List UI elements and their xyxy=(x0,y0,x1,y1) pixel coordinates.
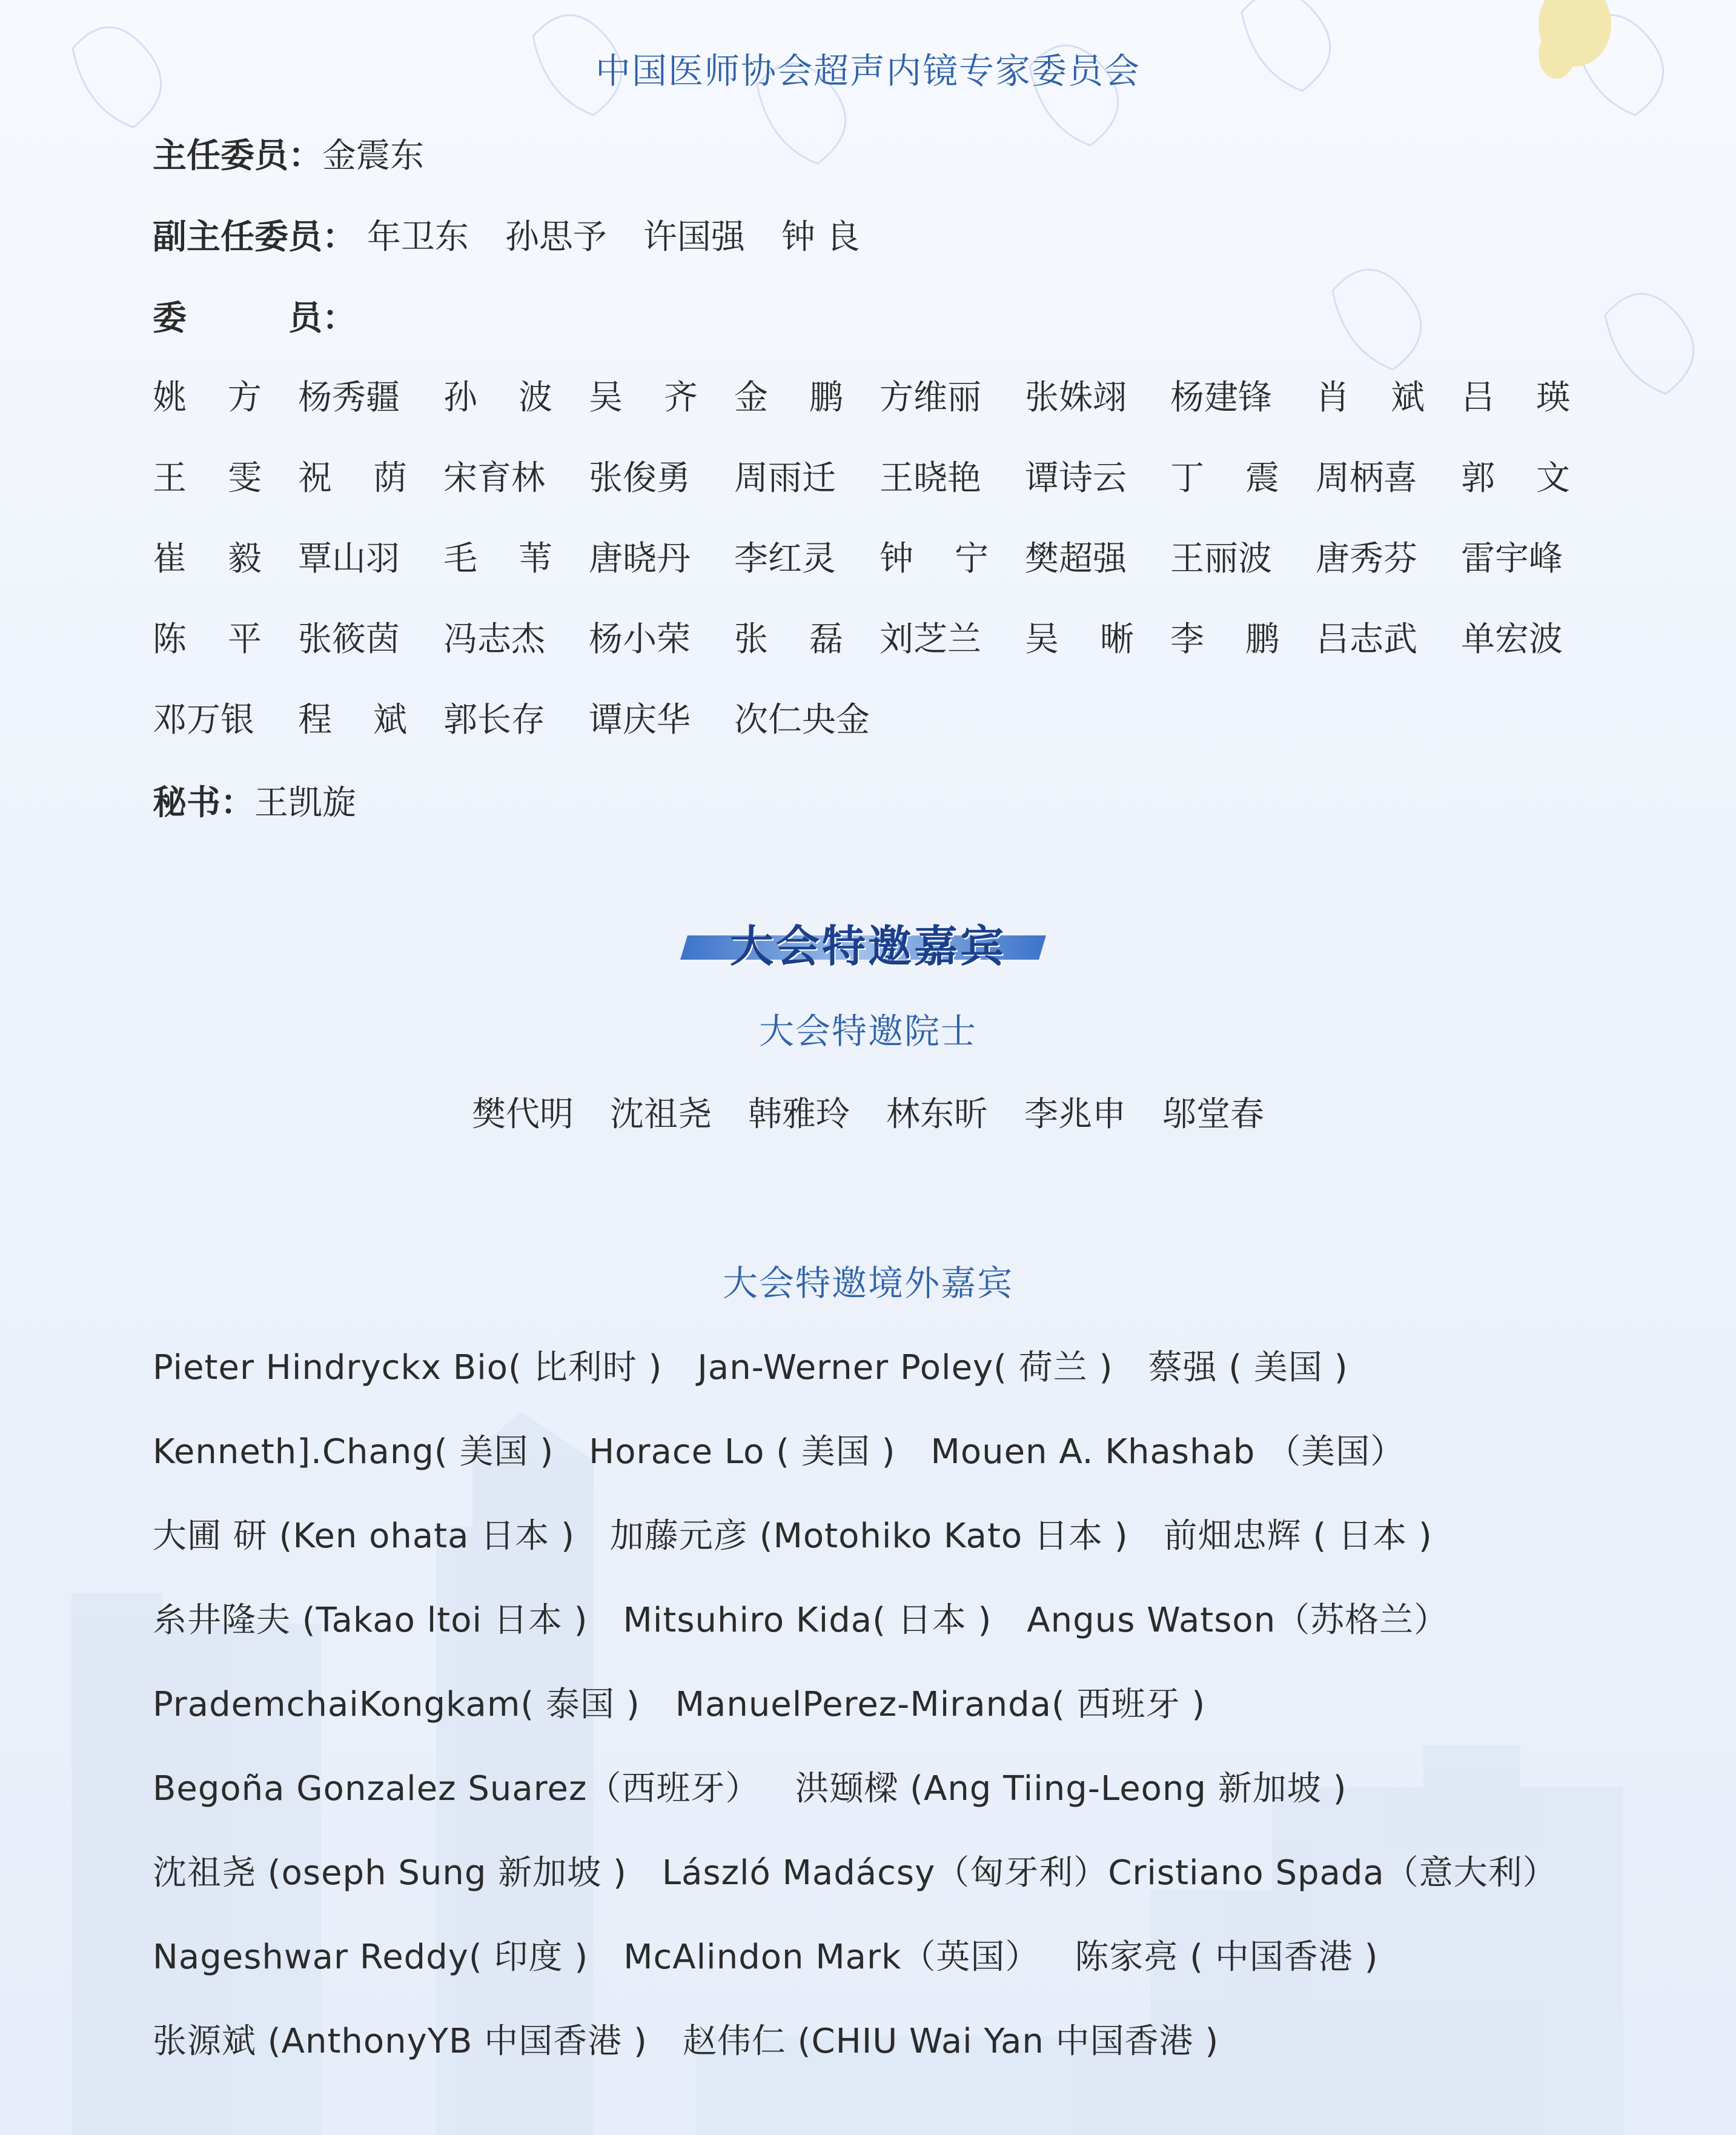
guest-name: 大圃 研 (Ken ohata 日本 ) xyxy=(153,1516,575,1556)
secretary-name: 王凯旋 xyxy=(254,783,356,823)
member-name xyxy=(153,454,298,535)
member-name-text: 谭庆华 xyxy=(589,700,691,740)
academician-name: 邬堂春 xyxy=(1162,1095,1264,1134)
chair-line xyxy=(153,132,424,181)
guest-name: 加藤元彦 (Motohiko Kato 日本 ) xyxy=(609,1516,1128,1556)
member-name xyxy=(1170,374,1316,454)
member-name xyxy=(589,616,734,696)
member-name-text: 崔 毅 xyxy=(153,539,262,579)
guest-row xyxy=(153,1681,1667,1765)
member-name-text: 单宏波 xyxy=(1461,620,1563,659)
member-name-text: 张筱茵 xyxy=(298,620,400,659)
guest-name: Nageshwar Reddy( 印度 ) xyxy=(153,1937,589,1977)
members-label: 委 员： xyxy=(153,299,356,338)
member-name-text: 杨小荣 xyxy=(589,620,691,659)
member-name-text: 吴 晰 xyxy=(1025,620,1134,659)
member-name xyxy=(1170,616,1316,696)
member-name-text: 雷宇峰 xyxy=(1461,539,1563,579)
member-name-text: 金 鹏 xyxy=(734,378,843,417)
member-name xyxy=(589,454,734,535)
member-name-text: 杨秀疆 xyxy=(298,378,400,417)
vice-chair-name: 许国强 xyxy=(643,217,745,257)
member-name-text: 王晓艳 xyxy=(880,459,981,498)
member-name-text: 陈 平 xyxy=(153,620,262,659)
member-name xyxy=(734,535,880,616)
member-name xyxy=(589,696,734,777)
member-name xyxy=(298,535,443,616)
member-name xyxy=(298,616,443,696)
secretary-label: 秘书： xyxy=(153,783,254,823)
member-name xyxy=(589,535,734,616)
member-name xyxy=(1461,374,1606,454)
academician-name: 李兆申 xyxy=(1024,1095,1126,1134)
member-name-text: 孙 波 xyxy=(443,378,552,417)
member-name-text: 周雨迁 xyxy=(734,459,836,498)
guest-row xyxy=(153,1428,1667,1512)
guest-name: Pieter Hindryckx Bio( 比利时 ) xyxy=(153,1348,663,1387)
vice-chair-label: 副主任委员： xyxy=(153,217,356,257)
member-name-text: 李 鹏 xyxy=(1170,620,1279,659)
member-name-text: 谭诗云 xyxy=(1025,459,1127,498)
member-name xyxy=(880,454,1025,535)
member-name xyxy=(298,374,443,454)
guest-name: 前畑忠辉 ( 日本 ) xyxy=(1163,1516,1433,1556)
guest-row xyxy=(153,1933,1667,2017)
guest-row xyxy=(153,1849,1667,1933)
member-name-text: 方维丽 xyxy=(880,378,981,417)
guest-name: 赵伟仁 (CHIU Wai Yan 中国香港 ) xyxy=(682,2022,1219,2061)
member-name-text: 唐晓丹 xyxy=(589,539,691,579)
members-line xyxy=(153,294,356,343)
member-name xyxy=(153,535,298,616)
member-name-text: 张俊勇 xyxy=(589,459,691,498)
member-name xyxy=(1170,535,1316,616)
member-name xyxy=(1461,616,1606,696)
guest-name: Jan-Werner Poley( 荷兰 ) xyxy=(697,1348,1113,1387)
member-name-text: 樊超强 xyxy=(1025,539,1127,579)
academicians-title: 大会特邀院士 xyxy=(758,1011,977,1052)
member-name xyxy=(153,616,298,696)
guest-row xyxy=(153,1512,1667,1596)
member-name-text: 吕 瑛 xyxy=(1461,378,1570,417)
member-name xyxy=(1025,616,1170,696)
member-name-text: 祝 荫 xyxy=(298,459,407,498)
vice-chair-line xyxy=(153,213,896,262)
member-name-text: 周柄喜 xyxy=(1316,459,1417,498)
guest-name: 糸井隆夫 (Takao ltoi 日本 ) xyxy=(153,1601,588,1640)
member-name-text: 覃山羽 xyxy=(298,539,400,579)
guest-name: 蔡强 ( 美国 ) xyxy=(1148,1348,1348,1387)
member-name xyxy=(880,535,1025,616)
member-name xyxy=(880,374,1025,454)
member-name-text: 姚 方 xyxy=(153,378,262,417)
guest-name: Mitsuhiro Kida( 日本 ) xyxy=(623,1601,992,1640)
member-name xyxy=(734,696,880,777)
member-name xyxy=(443,616,589,696)
member-name xyxy=(880,616,1025,696)
guest-row xyxy=(153,2017,1667,2102)
member-name xyxy=(734,374,880,454)
guest-name: PrademchaiKongkam( 泰国 ) xyxy=(153,1685,640,1724)
member-name-text: 王丽波 xyxy=(1170,539,1272,579)
member-name xyxy=(1461,535,1606,616)
member-name xyxy=(734,454,880,535)
guest-name: 沈祖尧 (oseph Sung 新加坡 ) xyxy=(153,1853,627,1893)
academician-list xyxy=(0,1091,1736,1139)
overseas-guest-list xyxy=(153,1344,1667,2102)
member-name xyxy=(1316,374,1461,454)
member-name xyxy=(1461,454,1606,535)
member-name xyxy=(1316,535,1461,616)
vice-chair-names xyxy=(356,217,896,257)
member-name xyxy=(153,696,298,777)
guest-name: 陈家亮 ( 中国香港 ) xyxy=(1075,1937,1379,1977)
guest-name: Kenneth].Chang( 美国 ) xyxy=(153,1432,554,1472)
member-name-text: 丁 震 xyxy=(1170,459,1279,498)
guest-row xyxy=(153,1765,1667,1849)
member-name xyxy=(443,374,589,454)
guest-row xyxy=(153,1344,1667,1428)
member-name-text: 次仁央金 xyxy=(734,700,870,740)
member-name xyxy=(298,454,443,535)
overseas-guests-title: 大会特邀境外嘉宾 xyxy=(722,1263,1013,1304)
chair-label: 主任委员： xyxy=(153,136,322,176)
member-name-text: 肖 斌 xyxy=(1316,378,1425,417)
member-name-text: 李红灵 xyxy=(734,539,836,579)
member-name-text: 杨建锋 xyxy=(1170,378,1272,417)
member-name-text: 唐秀芬 xyxy=(1316,539,1417,579)
member-name xyxy=(1316,454,1461,535)
member-name xyxy=(153,374,298,454)
member-name-text: 邓万银 xyxy=(153,700,254,740)
member-name-text: 程 斌 xyxy=(298,700,407,740)
member-name xyxy=(443,535,589,616)
guest-name: 张源斌 (AnthonyYB 中国香港 ) xyxy=(153,2022,648,2061)
vice-chair-name: 年卫东 xyxy=(366,217,469,257)
member-name xyxy=(1170,454,1316,535)
academician-name: 韩雅玲 xyxy=(748,1095,850,1134)
guest-name: Angus Watson（苏格兰） xyxy=(1027,1601,1449,1640)
guest-name: ManuelPerez-Miranda( 西班牙 ) xyxy=(675,1685,1206,1724)
member-name xyxy=(1025,374,1170,454)
vice-chair-name: 孙思予 xyxy=(505,217,607,257)
member-name-text: 钟 宁 xyxy=(880,539,989,579)
member-name-text: 张姝翊 xyxy=(1025,378,1127,417)
secretary-line xyxy=(153,779,356,828)
guest-row xyxy=(153,1596,1667,1681)
member-name-text: 刘芝兰 xyxy=(880,620,981,659)
member-name-text: 宋育林 xyxy=(443,459,545,498)
member-name-text: 吴 齐 xyxy=(589,378,698,417)
member-name-text: 郭长存 xyxy=(443,700,545,740)
member-name xyxy=(734,616,880,696)
chair-name: 金震东 xyxy=(322,136,424,176)
guest-name: McAlindon Mark（英国） xyxy=(623,1937,1040,1977)
member-name xyxy=(443,454,589,535)
member-name-text: 郭 文 xyxy=(1461,459,1570,498)
member-name-text: 吕志武 xyxy=(1316,620,1417,659)
guest-name: 洪颋樑 (Ang Tiing-Leong 新加坡 ) xyxy=(795,1769,1347,1808)
member-name-text: 冯志杰 xyxy=(443,620,545,659)
guests-banner-title: 大会特邀嘉宾 xyxy=(729,921,1006,972)
member-name-text: 毛 苇 xyxy=(443,539,552,579)
member-name xyxy=(443,696,589,777)
member-name xyxy=(1025,454,1170,535)
academician-name: 林东昕 xyxy=(886,1095,988,1134)
academician-name: 樊代明 xyxy=(472,1095,574,1134)
member-name-text: 张 磊 xyxy=(734,620,843,659)
vice-chair-name: 钟 良 xyxy=(781,217,860,257)
committee-title: 中国医师协会超声内镜专家委员会 xyxy=(595,50,1141,91)
member-grid xyxy=(153,374,1606,777)
guest-name: László Madácsy（匈牙利）Cristiano Spada（意大利） xyxy=(661,1853,1557,1893)
member-name-text: 王 雯 xyxy=(153,459,262,498)
academician-name: 沈祖尧 xyxy=(610,1095,712,1134)
guest-name: Horace Lo ( 美国 ) xyxy=(589,1432,896,1472)
guest-name: Mouen A. Khashab （美国） xyxy=(930,1432,1405,1472)
member-name xyxy=(298,696,443,777)
member-name xyxy=(589,374,734,454)
member-name xyxy=(1025,535,1170,616)
guest-name: Begoña Gonzalez Suarez（西班牙） xyxy=(153,1769,760,1808)
member-name xyxy=(1316,616,1461,696)
